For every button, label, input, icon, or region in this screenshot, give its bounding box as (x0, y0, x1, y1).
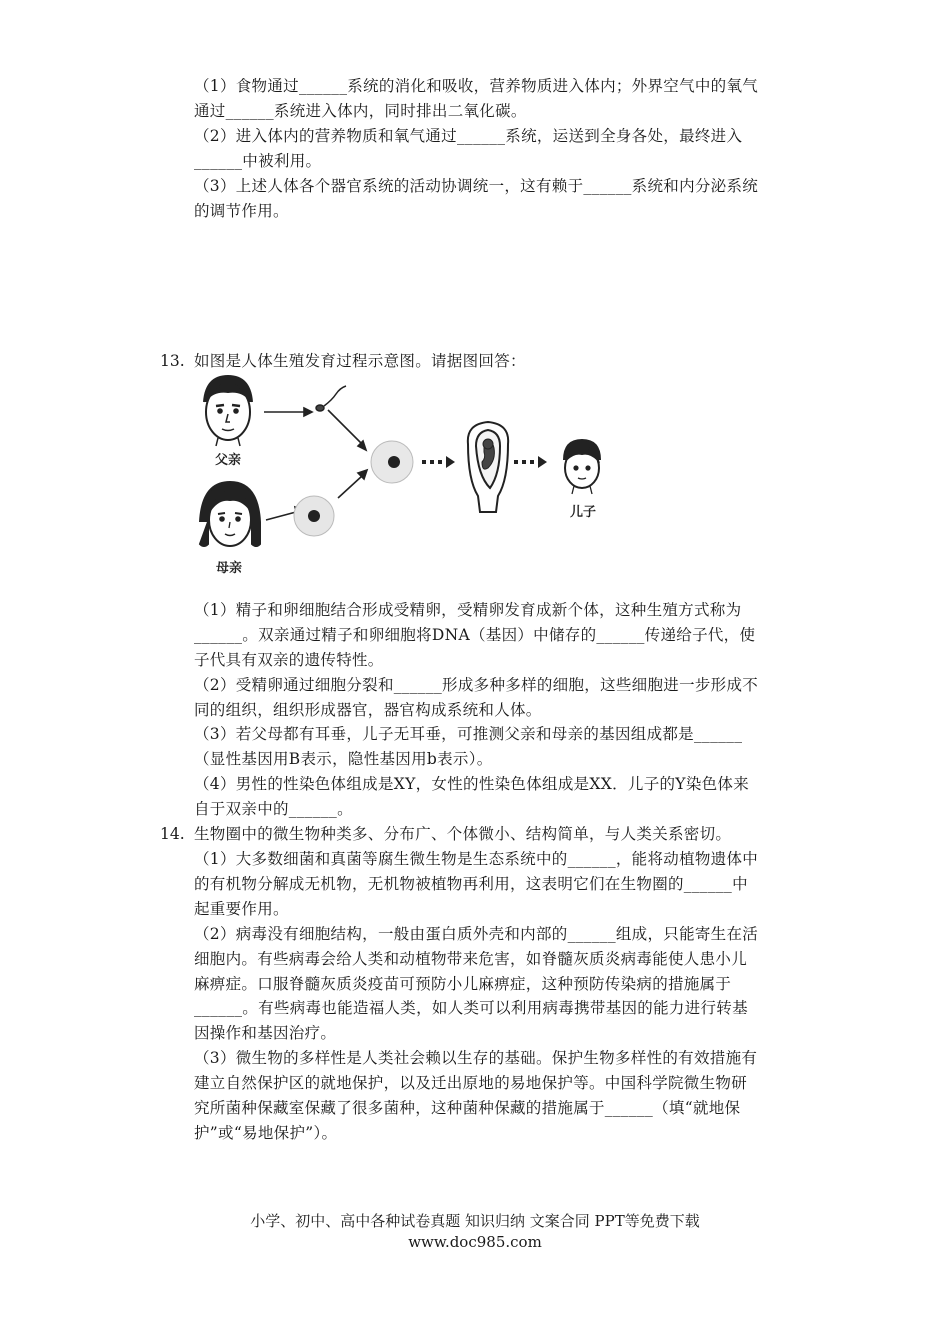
q13-line: （显性基因用B表示，隐性基因用b表示）。 (194, 750, 493, 768)
mother-face-icon (200, 482, 260, 546)
mother-label: 母亲 (216, 561, 243, 576)
q13-line: （4）男性的性染色体组成是XY，女性的性染色体组成是XX．儿子的Y染色体来 (194, 775, 750, 793)
q14-line: 起重要作用。 (194, 900, 289, 918)
q12-line: （2）进入体内的营养物质和氧气通过______系统，运送到全身各处，最终进入 (194, 127, 743, 145)
dotted-arrow (514, 456, 547, 468)
q14-line: 因操作和基因治疗。 (194, 1024, 337, 1042)
q12-line: ______中被利用。 (194, 152, 322, 170)
q13-line: 子代具有双亲的遗传特性。 (194, 651, 384, 669)
father-label: 父亲 (215, 453, 242, 468)
father-face-icon (204, 376, 252, 446)
q14-line: ______。有些病毒也能造福人类，如人类可以利用病毒携带基因的能力进行转基 (194, 999, 748, 1017)
q12-line: 通过______系统进入体内，同时排出二氧化碳。 (194, 102, 527, 120)
q14-line: 细胞内。有些病毒会给人类和动植物带来危害，如脊髓灰质炎病毒能使人患小儿 (194, 950, 748, 968)
footer-text: 小学、初中、高中各种试卷真题 知识归纳 文案合同 PPT等免费下载 (250, 1212, 700, 1230)
question-stem: 生物圈中的微生物种类多、分布广、个体微小、结构简单，与人类关系密切。 (194, 825, 732, 843)
dotted-arrow (422, 456, 455, 468)
q14-line: 麻痹症。口服脊髓灰质炎疫苗可预防小儿麻痹症，这种预防传染病的措施属于 (194, 975, 732, 993)
q12-line: （1）食物通过______系统的消化和吸收，营养物质进入体内；外界空气中的氧气 (194, 77, 759, 95)
q13-line: （3）若父母都有耳垂，儿子无耳垂，可推测父亲和母亲的基因组成都是______ (194, 725, 743, 743)
q14-line: 建立自然保护区的就地保护，以及迁出原地的易地保护等。中国科学院微生物研 (194, 1074, 748, 1092)
q13-line: ______。双亲通过精子和卵细胞将DNA（基因）中储存的______传递给子代，使 (194, 626, 756, 644)
fetus-in-uterus-icon (468, 422, 508, 512)
question-stem: 如图是人体生殖发育过程示意图。请据图回答： (194, 352, 526, 370)
q14-line: （1）大多数细菌和真菌等腐生微生物是生态系统中的______，能将动植物遗体中 (194, 850, 759, 868)
q14-line: 的有机物分解成无机物，无机物被植物再利用，这表明它们在生物圈的______中 (194, 875, 748, 893)
q14-line: 究所菌种保藏室保藏了很多菌种，这种菌种保藏的措施属于______（填“就地保 (194, 1099, 741, 1117)
q12-line: （3）上述人体各个器官系统的活动协调统一，这有赖于______系统和内分泌系统 (194, 177, 759, 195)
q12-line: 的调节作用。 (194, 202, 289, 220)
egg-cell-icon (294, 496, 334, 536)
q13-line: 同的组织，组织形成器官，器官构成系统和人体。 (194, 701, 542, 719)
q14-line: （3）微生物的多样性是人类社会赖以生存的基础。保护生物多样性的有效措施有 (194, 1049, 758, 1067)
q13-line: （2）受精卵通过细胞分裂和______形成多种多样的细胞，这些细胞进一步形成不 (194, 676, 759, 694)
question-number: 13. (160, 352, 185, 370)
zygote-icon (371, 441, 413, 483)
sperm-icon (316, 386, 346, 411)
question-number: 14. (160, 825, 185, 843)
q13-line: 自于双亲中的______。 (194, 800, 353, 818)
q14-line: （2）病毒没有细胞结构，一般由蛋白质外壳和内部的______组成，只能寄生在活 (194, 925, 759, 943)
q14-line: 护”或“易地保护”）。 (194, 1124, 338, 1142)
son-face-icon (564, 440, 600, 494)
footer-link[interactable]: www.doc985.com (408, 1233, 542, 1251)
q13-line: （1）精子和卵细胞结合形成受精卵，受精卵发育成新个体，这种生殖方式称为 (194, 601, 742, 619)
reproduction-diagram (196, 372, 616, 584)
son-label: 儿子 (570, 505, 597, 520)
